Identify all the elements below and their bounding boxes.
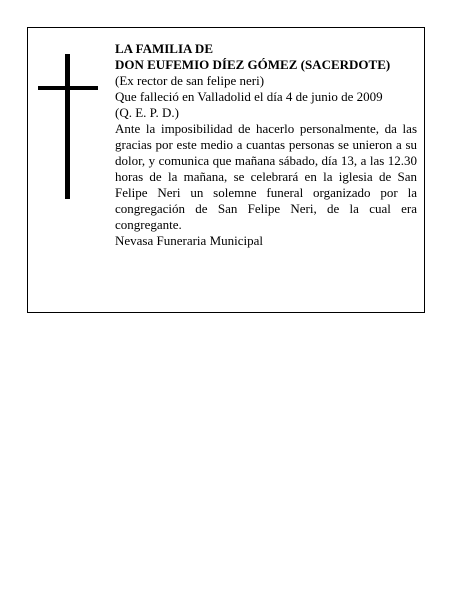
notice-text (115, 41, 417, 249)
cross-vertical-bar (65, 54, 70, 199)
deceased-role: (Ex rector de san felipe neri) (115, 73, 265, 88)
family-line: LA FAMILIA DE (115, 41, 213, 56)
cross-icon (38, 54, 98, 199)
death-line: Que falleció en Valladolid el día 4 de junio de 2009 (115, 89, 383, 104)
rip-line: (Q. E. P. D.) (115, 105, 179, 120)
deceased-name: DON EUFEMIO DÍEZ GÓMEZ (SACERDOTE) (115, 57, 391, 72)
cross-horizontal-bar (38, 86, 98, 90)
obituary-notice (27, 27, 425, 313)
signature: Nevasa Funeraria Municipal (115, 233, 264, 248)
notice-body: Ante la imposibilidad de hacerlo personalmente, da las gracias por este medio a cuantas personas se unieron a su dolor, y comunica que mañana sábado, día 13, a las 12.30 horas de la mañana, se celebrará en la iglesia de San Felipe Neri un solemne funeral organizado por la congregación de San Felipe Neri, de la cual era congregante. (115, 121, 417, 232)
